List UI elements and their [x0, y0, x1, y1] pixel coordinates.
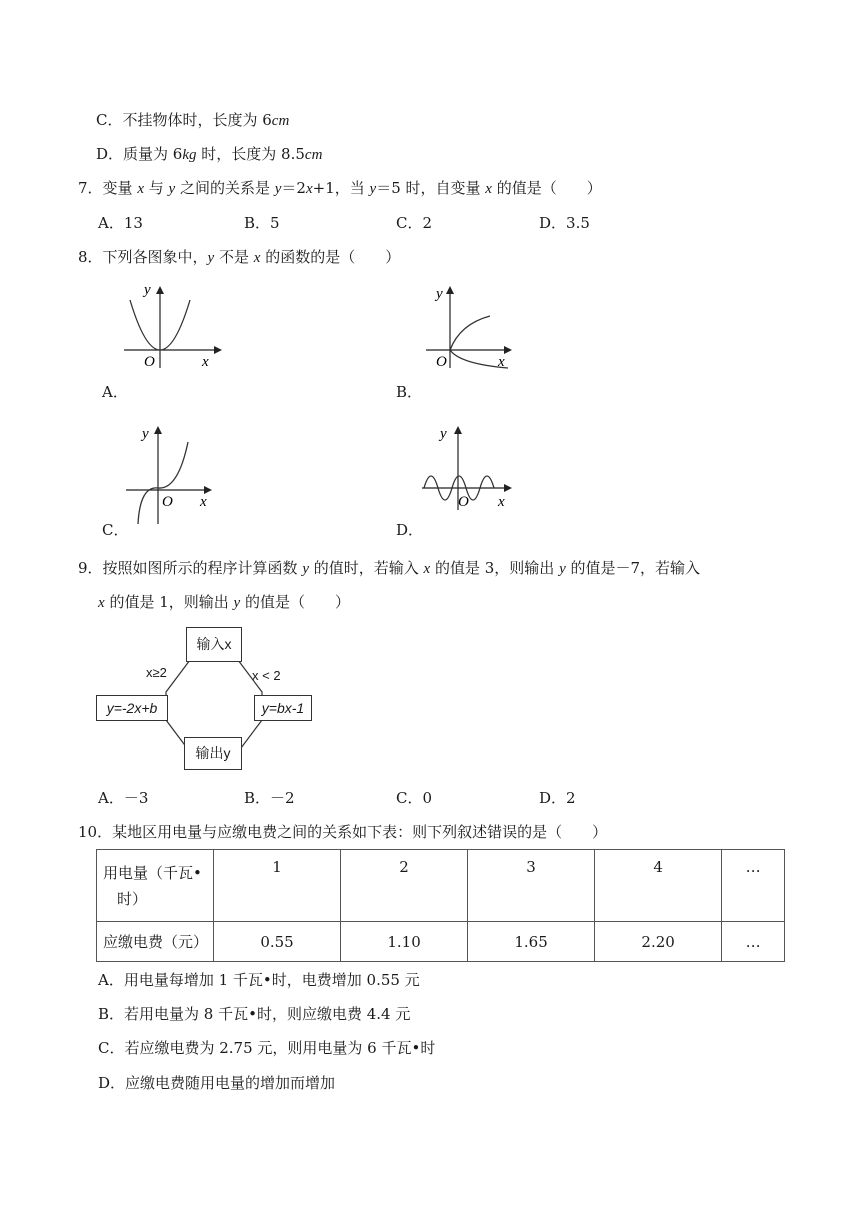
fee-table	[96, 849, 785, 962]
q9-option-c: C．0	[396, 789, 433, 807]
graph-a-origin: O	[144, 354, 155, 370]
graph-c	[120, 420, 220, 530]
table-header-fee: 应缴电费（元）	[97, 922, 214, 962]
flowchart-right-formula: y=bx-1	[254, 695, 312, 721]
graph-b-y-arrow	[446, 286, 454, 294]
q7-option-d: D．3.5	[539, 214, 590, 232]
table-cell: 1	[214, 850, 341, 922]
graph-b	[420, 282, 520, 372]
flowchart-left-condition: x≥2	[146, 665, 167, 680]
q9-stem-line2: x 的值是 1，则输出 y 的值是（ ）	[98, 593, 350, 611]
q10-stem: 10．某地区用电量与应缴电费之间的关系如下表：则下列叙述错误的是（ ）	[78, 823, 608, 841]
graph-c-curve	[138, 442, 188, 524]
q6-option-d: D．质量为 6kg 时，长度为 8.5cm	[96, 145, 323, 163]
graph-d-y-arrow	[454, 426, 462, 434]
graph-b-y-label: y	[436, 286, 443, 302]
q9-option-a: A．－3	[98, 789, 149, 807]
graph-d-x-arrow	[504, 484, 512, 492]
q8-label-a: A．	[102, 383, 128, 401]
graph-d	[418, 420, 518, 510]
graph-c-y-arrow	[154, 426, 162, 434]
q7-stem: 7．变量 x 与 y 之间的关系是 y＝2x+1，当 y＝5 时，自变量 x 的值是（ ）	[78, 179, 602, 197]
q7-option-b: B．5	[244, 214, 280, 232]
graph-b-origin: O	[436, 354, 447, 370]
table-cell: 1.65	[468, 922, 595, 962]
graph-a	[118, 282, 228, 372]
q8-stem: 8．下列各图象中，y 不是 x 的函数的是（ ）	[78, 248, 401, 266]
graph-b-x-label: x	[498, 354, 505, 370]
q9-stem-line1: 9．按照如图所示的程序计算函数 y 的值时，若输入 x 的值是 3，则输出 y 的值是－7，若输入	[78, 559, 701, 577]
table-cell: 3	[468, 850, 595, 922]
q10-option-a: A．用电量每增加 1 千瓦•时，电费增加 0.55 元	[98, 971, 420, 989]
table-cell: …	[722, 922, 785, 962]
q9-option-d: D．2	[539, 789, 576, 807]
table-header-usage: 用电量（千瓦• 时）	[97, 850, 214, 922]
q6-option-c: C．不挂物体时，长度为 6cm	[96, 111, 290, 129]
q8-label-d: D．	[396, 521, 424, 539]
q10-option-d: D．应缴电费随用电量的增加而增加	[98, 1074, 336, 1092]
table-row	[97, 850, 785, 922]
q8-label-b: B．	[396, 383, 423, 401]
graph-d-y-label: y	[440, 426, 447, 442]
graph-c-x-arrow	[204, 486, 212, 494]
graph-a-y-label: y	[144, 282, 151, 298]
table-row	[97, 922, 785, 962]
flowchart-input-box: 输入x	[186, 627, 242, 662]
graph-a-x-label: x	[202, 354, 209, 370]
q7-option-c: C．2	[396, 214, 433, 232]
q9-option-b: B．－2	[244, 789, 295, 807]
table-cell: 0.55	[214, 922, 341, 962]
graph-a-x-arrow	[214, 346, 222, 354]
graph-d-x-label: x	[498, 494, 505, 510]
table-cell: 4	[595, 850, 722, 922]
q10-option-c: C．若应缴电费为 2.75 元，则用电量为 6 千瓦•时	[98, 1039, 436, 1057]
flowchart-left-formula: y=-2x+b	[96, 695, 168, 721]
graph-b-x-arrow	[504, 346, 512, 354]
table-cell: 2.20	[595, 922, 722, 962]
q7-option-a: A．13	[98, 214, 143, 232]
q10-option-b: B．若用电量为 8 千瓦•时，则应缴电费 4.4 元	[98, 1005, 411, 1023]
flowchart-output-box: 输出y	[184, 737, 242, 770]
graph-d-origin: O	[458, 494, 469, 510]
q8-label-c: C．	[102, 521, 129, 539]
table-cell: …	[722, 850, 785, 922]
graph-c-y-label: y	[142, 426, 149, 442]
graph-c-origin: O	[162, 494, 173, 510]
flowchart-right-condition: x < 2	[252, 668, 281, 683]
table-cell: 1.10	[341, 922, 468, 962]
table-cell: 2	[341, 850, 468, 922]
graph-a-y-arrow	[156, 286, 164, 294]
graph-c-x-label: x	[200, 494, 207, 510]
